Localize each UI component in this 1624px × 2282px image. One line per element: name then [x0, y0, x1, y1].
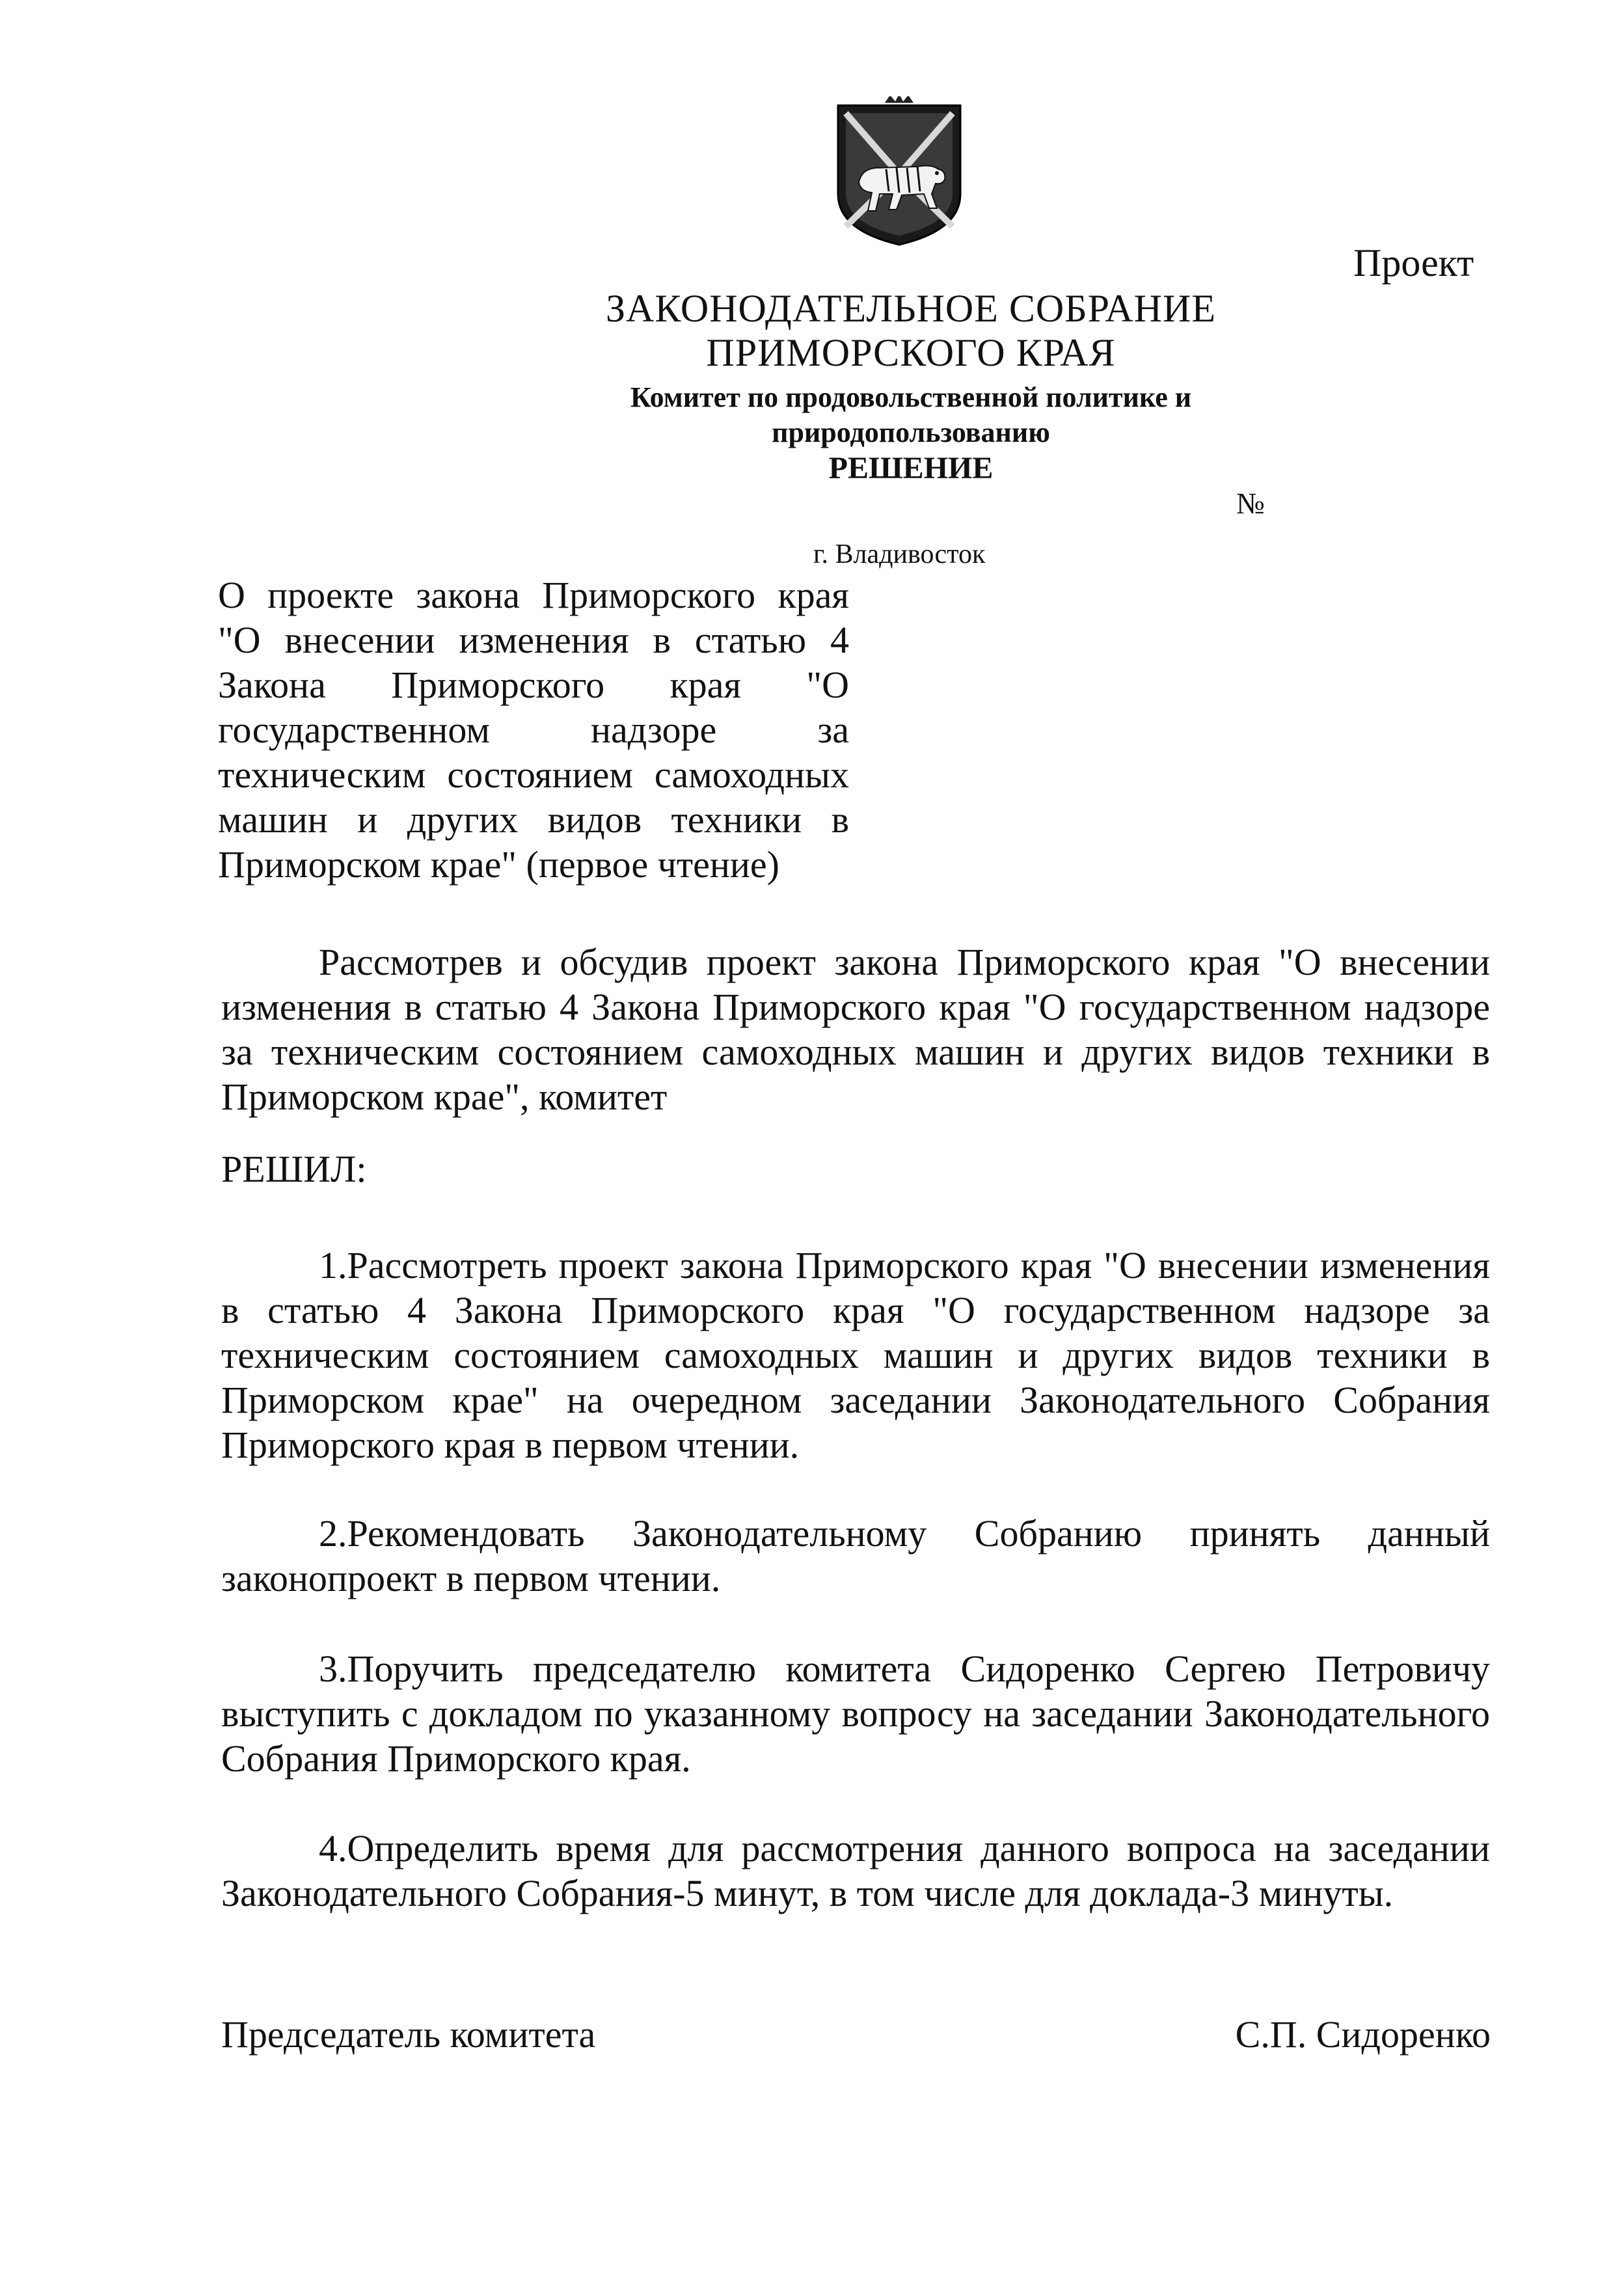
org-name-line-2: ПРИМОРСКОГО КРАЯ [706, 331, 1116, 374]
resolution-item-1: 1.Рассмотреть проект закона Приморского края "О внесении изменения в статью 4 Закона Приморского края "О государственном надзоре за техническим состоянием самоходных машин и других видов техники в Приморском крае" на очередном заседании Законодательного Собрания Приморского края в первом чтении. [221, 1244, 1490, 1466]
city: г. Владивосток [813, 539, 986, 569]
signatory-title: Председатель комитета [221, 2013, 596, 2056]
draft-mark: Проект [1353, 241, 1474, 284]
committee-name [521, 380, 1301, 487]
document-number: № [1236, 487, 1265, 520]
org-name-line-1: ЗАКОНОДАТЕЛЬНОЕ СОБРАНИЕ [605, 287, 1216, 330]
committee-name-line-1: Комитет по продовольственной политике и [630, 381, 1192, 413]
resolved-label: РЕШИЛ: [221, 1148, 367, 1190]
signatory-name: С.П. Сидоренко [1235, 2013, 1491, 2056]
preamble-paragraph: Рассмотрев и обсудив проект закона Приморского края "О внесении изменения в статью 4 Закона Приморского края "О государственном надзоре за техническим состоянием самоходных машин и других видов техники в Приморском крае", комитет [221, 941, 1490, 1118]
committee-name-line-2: природопользованию [772, 416, 1050, 448]
document-subject: О проекте закона Приморского края "О внесении изменения в статью 4 Закона Приморского края "О государственном надзоре за техническим состоянием самоходных машин и других видов техники в Приморском крае" (первое чтение) [218, 574, 849, 886]
org-name [521, 286, 1301, 375]
resolution-item-3: 3.Поручить председателю комитета Сидоренко Сергею Петровичу выступить с докладом по указанному вопросу на заседании Законодательного Собрания Приморского края. [221, 1648, 1490, 1780]
primorsky-krai-coat-of-arms-icon [834, 96, 964, 247]
resolution-item-4: 4.Определить время для рассмотрения данного вопроса на заседании Законодательного Собрания-5 минут, в том числе для доклада-3 минуты. [221, 1827, 1490, 1914]
resolution-item-2: 2.Рекомендовать Законодательному Собранию принять данный законопроект в первом чтении. [221, 1512, 1490, 1599]
document-kind: РЕШЕНИЕ [828, 451, 994, 485]
